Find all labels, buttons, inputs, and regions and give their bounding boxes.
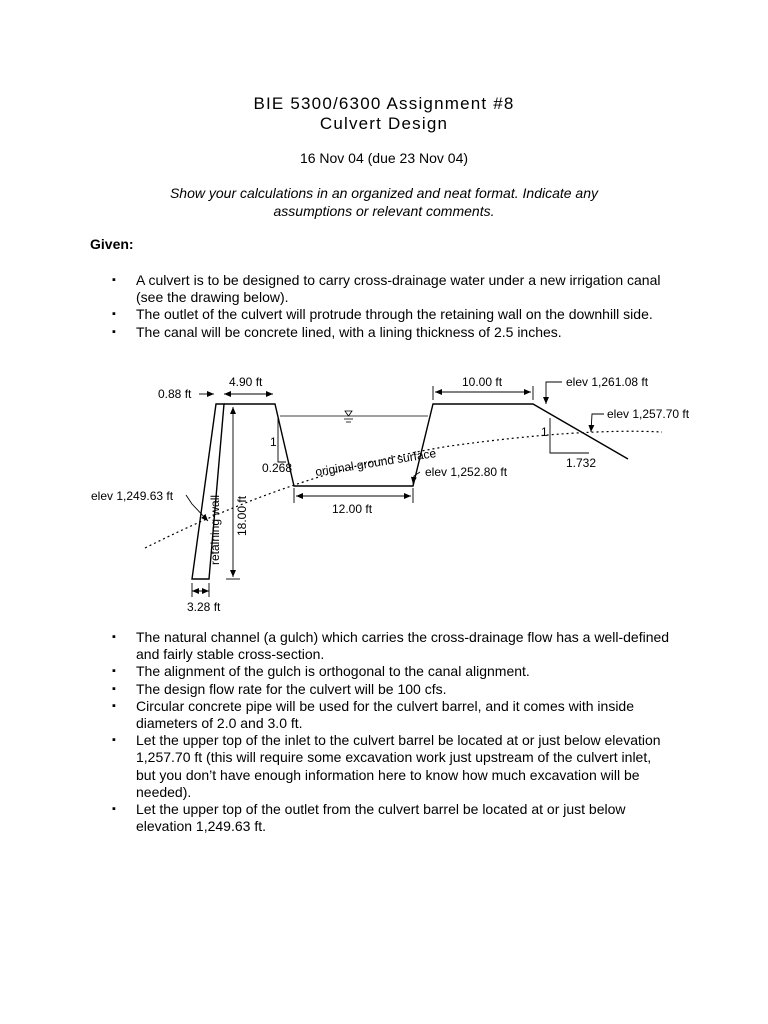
list-item: ▪ The design flow rate for the culvert will be 100 cfs. <box>112 681 672 698</box>
original-ground-surface <box>145 431 662 548</box>
assignment-date: 16 Nov 04 (due 23 Nov 04) <box>299 150 469 166</box>
dim-label-4-90: 4.90 ft <box>229 375 263 389</box>
elev-label-outlet: elev 1,249.63 ft <box>91 489 174 503</box>
elev-label-inlet: elev 1,257.70 ft <box>607 407 690 421</box>
assignment-title: BIE 5300/6300 Assignment #8 <box>253 94 515 113</box>
slope-label-1-732: 1.732 <box>566 456 597 470</box>
elev-label-top: elev 1,261.08 ft <box>566 375 649 389</box>
list-item: ▪ Let the upper top of the outlet from the culvert barrel be located at or just below elevation 1,249.63 ft. <box>112 801 672 835</box>
list-item: ▪ The alignment of the gulch is orthogonal to the canal alignment. <box>112 663 672 680</box>
dim-label-18-00: 18.00 ft <box>235 495 249 536</box>
elev-label-bottom: elev 1,252.80 ft <box>425 465 508 479</box>
dim-label-3-28: 3.28 ft <box>187 600 221 614</box>
retaining-wall-label: retaining wall <box>208 494 222 565</box>
culvert-diagram <box>0 360 768 620</box>
list-item: ▪ A culvert is to be designed to carry cross-drainage water under a new irrigation canal (see the drawing below). <box>112 272 672 306</box>
slope-label-right-1: 1 <box>541 425 548 439</box>
list-item: ▪ The canal will be concrete lined, with a lining thickness of 2.5 inches. <box>112 324 672 341</box>
assignment-subtitle: Culvert Design <box>319 114 449 133</box>
list-item: ▪ The natural channel (a gulch) which carries the cross-drainage flow has a well-defined and fairly stable cross-section. <box>112 629 672 663</box>
instructions-line-2: assumptions or relevant comments. <box>273 203 495 219</box>
dim-label-10-00: 10.00 ft <box>462 375 503 389</box>
slope-label-0-268: 0.268 <box>262 461 293 475</box>
given-heading: Given: <box>90 236 134 252</box>
dim-label-0-88: 0.88 ft <box>158 387 192 401</box>
given-list-bottom <box>112 629 672 835</box>
ground-surface-label: original ground surface <box>314 446 438 479</box>
water-surface-icon <box>344 411 353 422</box>
list-item: ▪ Let the upper top of the inlet to the culvert barrel be located at or just below elevation 1,257.70 ft (this will require some excavation work just upstream of the culvert inlet, but you don’t have enough information here to know how much excavation will be needed). <box>112 732 672 801</box>
list-item: ▪ The outlet of the culvert will protrude through the retaining wall on the downhill side. <box>112 306 672 323</box>
given-list-top <box>112 272 672 341</box>
instructions-line-1: Show your calculations in an organized and neat format. Indicate any <box>169 185 599 201</box>
list-item: ▪ Circular concrete pipe will be used for the culvert barrel, and it comes with inside diameters of 2.0 and 3.0 ft. <box>112 698 672 732</box>
dim-label-12-00: 12.00 ft <box>332 502 373 516</box>
slope-label-left-1: 1 <box>270 435 277 449</box>
